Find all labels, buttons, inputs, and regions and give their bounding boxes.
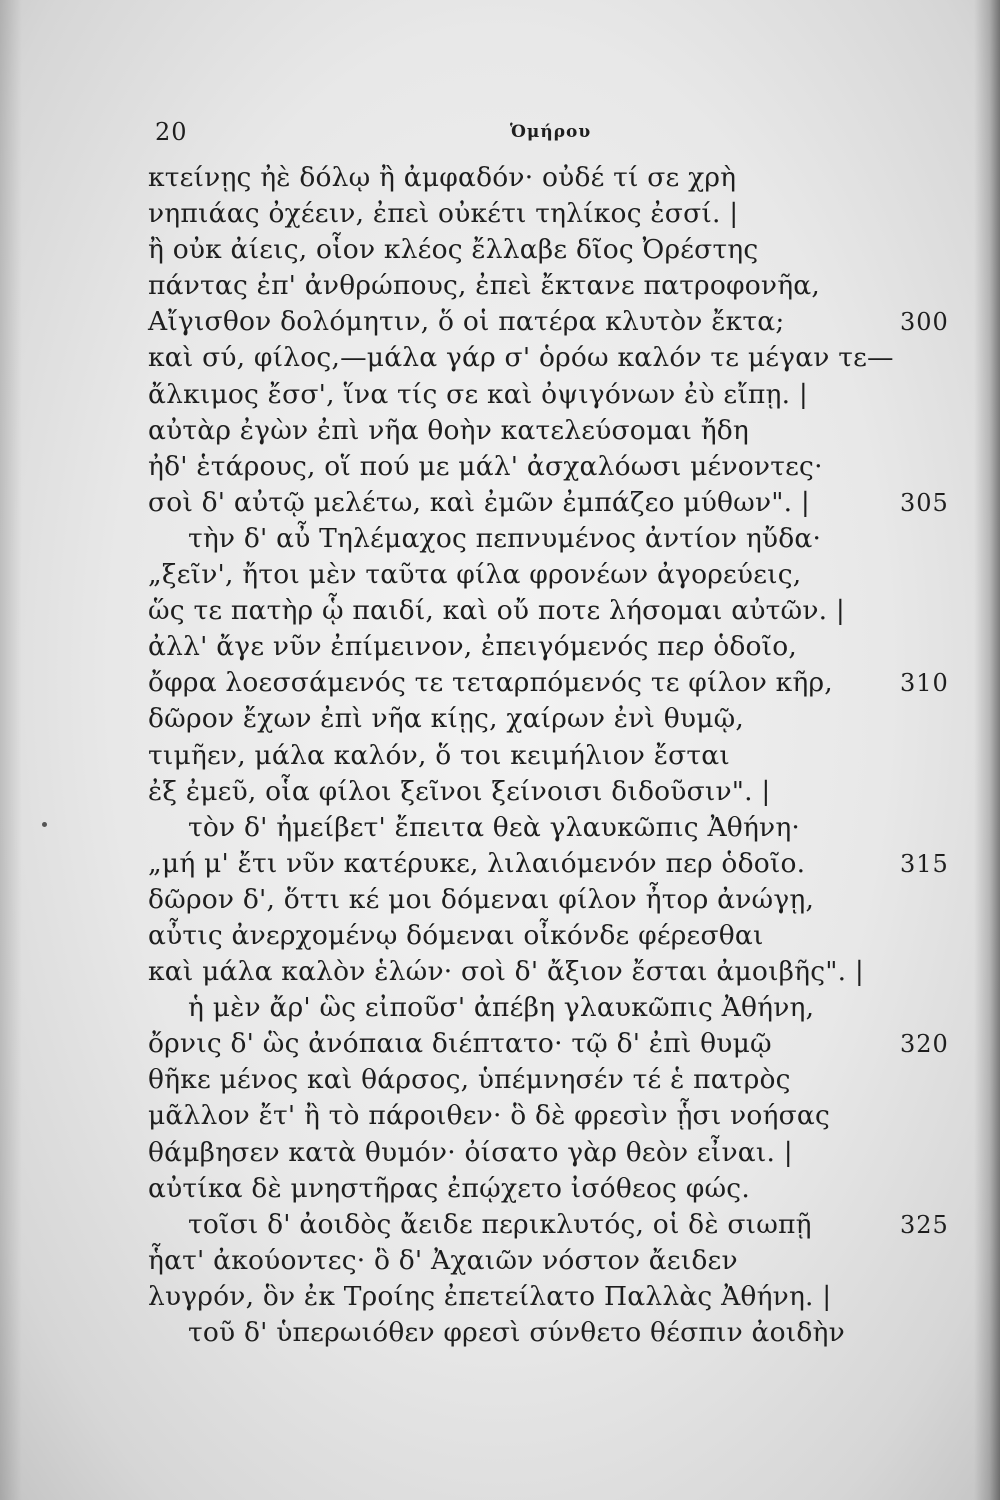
verse-line: [148, 1279, 938, 1315]
verse-line-text: δῶρον δ', ὅττι κέ μοι δόμεναι φίλον ἦτορ ἀνώγῃ,: [148, 883, 815, 915]
verse-line-text: ἀλλ' ἄγε νῦν ἐπίμεινον, ἐπειγόμενός περ ὁδοῖο,: [148, 631, 798, 663]
verse-line-text: τοῦ δ' ὑπερωιόθεν φρεσὶ σύνθετο θέσπιν ἀοιδὴν: [188, 1317, 845, 1348]
verse-line-text: σοὶ δ' αὐτῷ μελέτω, καὶ ἐμῶν ἐμπάζεο μύθων". |: [148, 486, 811, 518]
line-number: 315: [900, 849, 949, 878]
verse-line-text: μᾶλλον ἔτ' ἢ τὸ πάροιθεν· ὃ δὲ φρεσὶν ᾗσι νοήσας: [148, 1100, 830, 1132]
verse-line-text: καὶ σύ, φίλος,—μάλα γάρ σ' ὁρόω καλόν τε μέγαν τε—: [148, 342, 894, 374]
running-title: Ὁμήρου: [510, 122, 592, 142]
verse-line: [148, 1062, 938, 1098]
verse-line-text: „ξεῖν', ἤτοι μὲν ταῦτα φίλα φρονέων ἀγορεύεις,: [148, 559, 802, 591]
verse-line-text: ἄλκιμος ἔσσ', ἵνα τίς σε καὶ ὀψιγόνων ἐὺ εἴπῃ. |: [148, 378, 808, 410]
verse-line-text: θάμβησεν κατὰ θυμόν· ὀίσατο γὰρ θεὸν εἶναι. |: [148, 1136, 793, 1168]
verse-line: [148, 1135, 938, 1171]
verse-line-text: ἢ οὐκ ἀίεις, οἷον κλέος ἔλλαβε δῖος Ὀρέστης: [148, 234, 759, 266]
page-number: 20: [155, 118, 188, 146]
verse-line: [148, 232, 938, 268]
verse-line: [148, 1171, 938, 1207]
verse-line-text: τὸν δ' ἠμείβετ' ἔπειτα θεὰ γλαυκῶπις Ἀθήνη·: [188, 811, 801, 843]
verse-line: [148, 196, 938, 232]
verse-line: [148, 1243, 938, 1279]
verse-line: [148, 340, 938, 376]
verse-line-text: κτείνῃς ἠὲ δόλῳ ἢ ἀμφαδόν· οὐδέ τί σε χρὴ: [148, 162, 737, 193]
verse-line: [148, 846, 949, 882]
page-edge-shadow-left: [0, 0, 22, 1500]
page-edge-shadow-right: [974, 0, 1000, 1500]
verse-line: [148, 990, 938, 1026]
verse-line-text: ὄφρα λοεσσάμενός τε τεταρπόμενός τε φίλον κῆρ,: [148, 667, 833, 699]
line-number: 320: [900, 1030, 949, 1059]
verse-line-text: θῆκε μένος καὶ θάρσος, ὑπέμνησέν τέ ἑ πατρὸς: [148, 1064, 791, 1096]
line-number: 300: [900, 308, 949, 337]
line-number: 325: [900, 1210, 949, 1239]
verse-line: [148, 160, 938, 196]
verse-line: [148, 629, 938, 665]
verse-line: [148, 738, 938, 774]
verse-line-text: νηπιάας ὀχέειν, ἐπεὶ οὐκέτι τηλίκος ἐσσί. |: [148, 198, 739, 230]
line-number: 310: [900, 669, 949, 698]
verse-line-text: ὄρνις δ' ὣς ἀνόπαια διέπτατο· τῷ δ' ἐπὶ θυμῷ: [148, 1028, 772, 1060]
verse-line: [148, 665, 949, 701]
verse-line: [148, 593, 938, 629]
verse-line: [148, 413, 938, 449]
ink-speck: [42, 822, 47, 827]
verse-line-text: λυγρόν, ὃν ἐκ Τροίης ἐπετείλατο Παλλὰς Ἀθήνη. |: [148, 1280, 832, 1312]
verse-line-text: τοῖσι δ' ἀοιδὸς ἄειδε περικλυτός, οἱ δὲ σιωπῇ: [188, 1208, 812, 1240]
verse-line: [148, 810, 938, 846]
verse-line: [148, 377, 938, 413]
verse-line-text: Αἴγισθον δολόμητιν, ὅ οἱ πατέρα κλυτὸν ἔκτα;: [148, 306, 785, 338]
verse-line: [148, 557, 938, 593]
verse-line-text: δῶρον ἔχων ἐπὶ νῆα κίῃς, χαίρων ἐνὶ θυμῷ,: [148, 703, 745, 735]
verse-line-text: ἡ μὲν ἄρ' ὣς εἰποῦσ' ἀπέβη γλαυκῶπις Ἀθήνη,: [188, 992, 815, 1024]
verse-line: [148, 882, 938, 918]
verse-line-text: ἧατ' ἀκούοντες· ὃ δ' Ἀχαιῶν νόστον ἄειδεν: [148, 1244, 738, 1276]
verse-line: [148, 268, 938, 304]
verse-line-text: „μή μ' ἔτι νῦν κατέρυκε, λιλαιόμενόν περ ὁδοῖο.: [148, 847, 806, 879]
verse-line: [148, 521, 938, 557]
verse-line: [148, 1207, 949, 1243]
verse-line-text: αὐτὰρ ἐγὼν ἐπὶ νῆα θοὴν κατελεύσομαι ἤδη: [148, 414, 750, 446]
verse-text: [148, 160, 949, 1351]
verse-line-text: ἐξ ἐμεῦ, οἷα φίλοι ξεῖνοι ξείνοισι διδοῦσιν". |: [148, 775, 771, 807]
verse-line-text: ἠδ' ἑτάρους, οἵ πού με μάλ' ἀσχαλόωσι μένοντες·: [148, 450, 823, 482]
verse-line: [148, 304, 949, 340]
verse-line: [148, 485, 949, 521]
verse-line: [148, 1098, 938, 1134]
verse-line: [148, 1026, 949, 1062]
verse-line-text: αὖτις ἀνερχομένῳ δόμεναι οἶκόνδε φέρεσθαι: [148, 919, 764, 951]
verse-line-text: ὥς τε πατὴρ ᾧ παιδί, καὶ οὔ ποτε λήσομαι αὐτῶν. |: [148, 595, 846, 627]
verse-line-text: πάντας ἐπ' ἀνθρώπους, ἐπεὶ ἔκτανε πατροφονῆα,: [148, 270, 821, 302]
verse-line-text: αὐτίκα δὲ μνηστῆρας ἐπῴχετο ἰσόθεος φώς.: [148, 1172, 750, 1204]
line-number: 305: [900, 488, 949, 517]
verse-line-text: τιμῆεν, μάλα καλόν, ὅ τοι κειμήλιον ἔσται: [148, 739, 730, 771]
verse-line: [148, 449, 938, 485]
verse-line: [148, 774, 938, 810]
verse-line-text: τὴν δ' αὖ Τηλέμαχος πεπνυμένος ἀντίον ηὔδα·: [188, 522, 822, 554]
verse-line: [148, 954, 938, 990]
verse-line: [148, 701, 938, 737]
verse-line-text: καὶ μάλα καλὸν ἑλών· σοὶ δ' ἄξιον ἔσται ἀμοιβῆς". |: [148, 956, 865, 988]
verse-line: [148, 1315, 938, 1351]
verse-line: [148, 918, 938, 954]
page-header: [155, 118, 855, 152]
